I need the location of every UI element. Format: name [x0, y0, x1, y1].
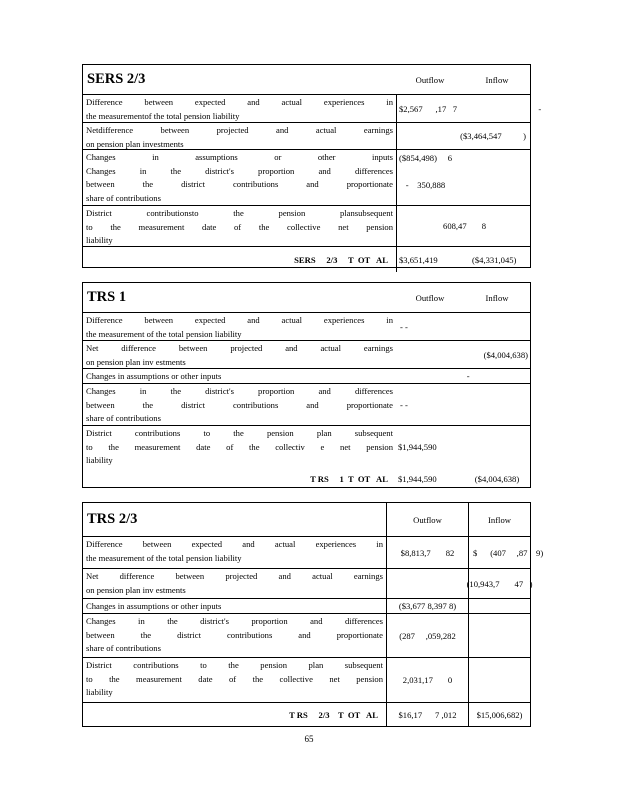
description-line: Difference between expected and actual experiences in: [86, 539, 383, 549]
row-inflow: (10,943,7 47 ): [468, 569, 530, 598]
row-outflow: - -: [400, 321, 408, 332]
description-line: Changes in the district's proportion and differences: [86, 386, 393, 396]
inflow-header: Inflow: [485, 74, 509, 85]
description-line: liability: [86, 455, 113, 466]
total-outflow: $16,17 7 ,012: [386, 703, 468, 727]
description-line: Difference between expected and actual experiences in: [86, 315, 393, 325]
sers-table: [82, 64, 542, 268]
description-line: the measurement of the total pension liability: [86, 552, 242, 563]
table-row: [83, 312, 530, 340]
row-outflow: -: [398, 371, 470, 381]
table-header-row: [83, 65, 530, 94]
row-description: [83, 599, 386, 613]
trs1-table: [82, 282, 531, 488]
row-description: [83, 384, 396, 425]
outflow-header: Outflow: [415, 292, 445, 303]
total-outflow: $3,651,419: [396, 247, 470, 272]
description-line: the measurement of the total pension liability: [86, 328, 242, 339]
table-row: [83, 568, 533, 598]
table-row: [83, 536, 544, 568]
row-values: [396, 95, 542, 122]
row-outflow: - -: [400, 399, 408, 410]
row-description: [83, 369, 396, 383]
description-line: share of contributions: [86, 192, 161, 203]
description-line: on pension plan inv estments: [86, 356, 186, 367]
total-inflow: ($4,331,045): [472, 254, 517, 265]
outflow-value: 608,47 8: [443, 221, 486, 231]
row-outflow: $8,813,7 82: [386, 537, 468, 568]
description-line: share of contributions: [86, 643, 161, 654]
description-line: Difference between expected and actual experiences in: [86, 97, 393, 107]
row-inflow: [464, 313, 530, 340]
row-outflow: $1,944,590: [398, 441, 437, 452]
description-line: Changes in assumptions or other inputs: [86, 601, 222, 611]
outflow-value: ($854,498) 6 - 350,888: [399, 153, 452, 191]
row-inflow: [468, 658, 530, 702]
row-outflow: [386, 569, 468, 598]
description-line: between the district contributions and proportionate: [86, 179, 393, 190]
description-line: the measurementof the total pension liability: [86, 110, 240, 121]
row-inflow: $ (407 ,87 9): [468, 537, 530, 568]
description-line: liability: [86, 235, 113, 246]
row-values: [396, 206, 532, 246]
description-line: to the measurement date of the collective net pension: [86, 673, 383, 684]
table-title: TRS 1: [87, 289, 127, 305]
description-line: between the district contributions and proportionate: [86, 629, 383, 640]
total-row: [83, 702, 530, 727]
outflow-header: Outflow: [415, 74, 445, 85]
table-title: SERS 2/3: [87, 71, 146, 87]
row-values: [396, 150, 532, 205]
row-description: [83, 341, 396, 368]
table-row: [83, 383, 530, 425]
total-label: T RS 2/3 T OT AL: [289, 710, 378, 720]
row-description: [83, 206, 396, 246]
description-line: Changes in the district's proportion and differences: [86, 616, 383, 626]
total-inflow: $15,006,682): [468, 703, 530, 727]
row-description: [83, 658, 386, 702]
inflow-header: Inflow: [485, 292, 509, 303]
table-row: [83, 340, 530, 368]
total-row: [83, 246, 530, 272]
total-label: T RS 1 T OT AL: [310, 474, 388, 484]
row-inflow: ($4,004,638): [483, 349, 528, 360]
trs23-table: [82, 502, 544, 727]
description-line: Net difference between projected and actual earnings: [86, 343, 393, 353]
table-row: [83, 598, 530, 613]
description-line: Changes in assumptions or other inputs: [86, 371, 222, 381]
table-row: [83, 425, 530, 467]
description-line: to the measurement date of the collective net pension: [86, 221, 393, 232]
row-outflow: ($3,677 8,397 8): [386, 599, 468, 613]
row-inflow: [468, 614, 530, 657]
description-line: Changes in the district's proportion and differences: [86, 165, 393, 176]
description-line: on pension plan investments: [86, 138, 184, 149]
outflow-value: $2,567 ,17 7: [399, 103, 458, 114]
table-row: [83, 149, 530, 205]
row-outflow: [396, 341, 464, 368]
row-outflow: (287 ,059,282: [386, 614, 468, 657]
row-description: [83, 537, 386, 568]
description-line: Netdifference between projected and actual earnings: [86, 125, 393, 135]
row-description: [83, 569, 386, 598]
description-line: Changes in assumptions or other inputs: [86, 152, 393, 162]
row-inflow: [464, 369, 530, 383]
inflow-value: -: [461, 103, 542, 114]
inflow-value: ($3,464,547 ): [460, 131, 526, 141]
outflow-header: Outflow: [386, 503, 468, 536]
description-line: liability: [86, 687, 113, 698]
table-row: [83, 122, 530, 149]
row-description: [83, 426, 396, 467]
description-line: District contributions to the pension plan subsequent: [86, 660, 383, 670]
row-inflow: [468, 599, 530, 613]
row-values: [396, 123, 532, 149]
total-row: [83, 467, 530, 491]
total-inflow: ($4,004,638): [474, 474, 520, 484]
table-header-row: [83, 283, 530, 312]
description-line: between the district contributions and proportionate: [86, 399, 393, 410]
row-description: [83, 95, 396, 122]
row-inflow: [464, 384, 530, 425]
table-header-row: [83, 503, 530, 536]
table-row: [83, 613, 530, 657]
row-description: [83, 150, 396, 205]
inflow-header: Inflow: [468, 503, 530, 536]
page-number: 65: [304, 734, 314, 744]
table-row: [83, 368, 530, 383]
row-description: [83, 614, 386, 657]
row-description: [83, 313, 396, 340]
description-line: District contributionsto the pension plansubsequent: [86, 208, 393, 218]
table-row: [83, 657, 530, 702]
description-line: share of contributions: [86, 413, 161, 424]
description-line: on pension plan inv estments: [86, 584, 186, 595]
row-description: [83, 123, 396, 149]
row-inflow: [464, 426, 530, 467]
table-row: [83, 205, 530, 246]
total-label: SERS 2/3 T OT AL: [294, 254, 388, 265]
table-title: TRS 2/3: [87, 511, 138, 527]
total-outflow: $1,944,590: [398, 474, 437, 484]
description-line: District contributions to the pension plan subsequent: [86, 428, 393, 438]
description-line: to the measurement date of the collectiv e net pension: [86, 441, 393, 452]
table-row: [83, 94, 542, 122]
description-line: Net difference between projected and actual earnings: [86, 571, 383, 581]
row-outflow: 2,031,17 0: [386, 658, 468, 702]
